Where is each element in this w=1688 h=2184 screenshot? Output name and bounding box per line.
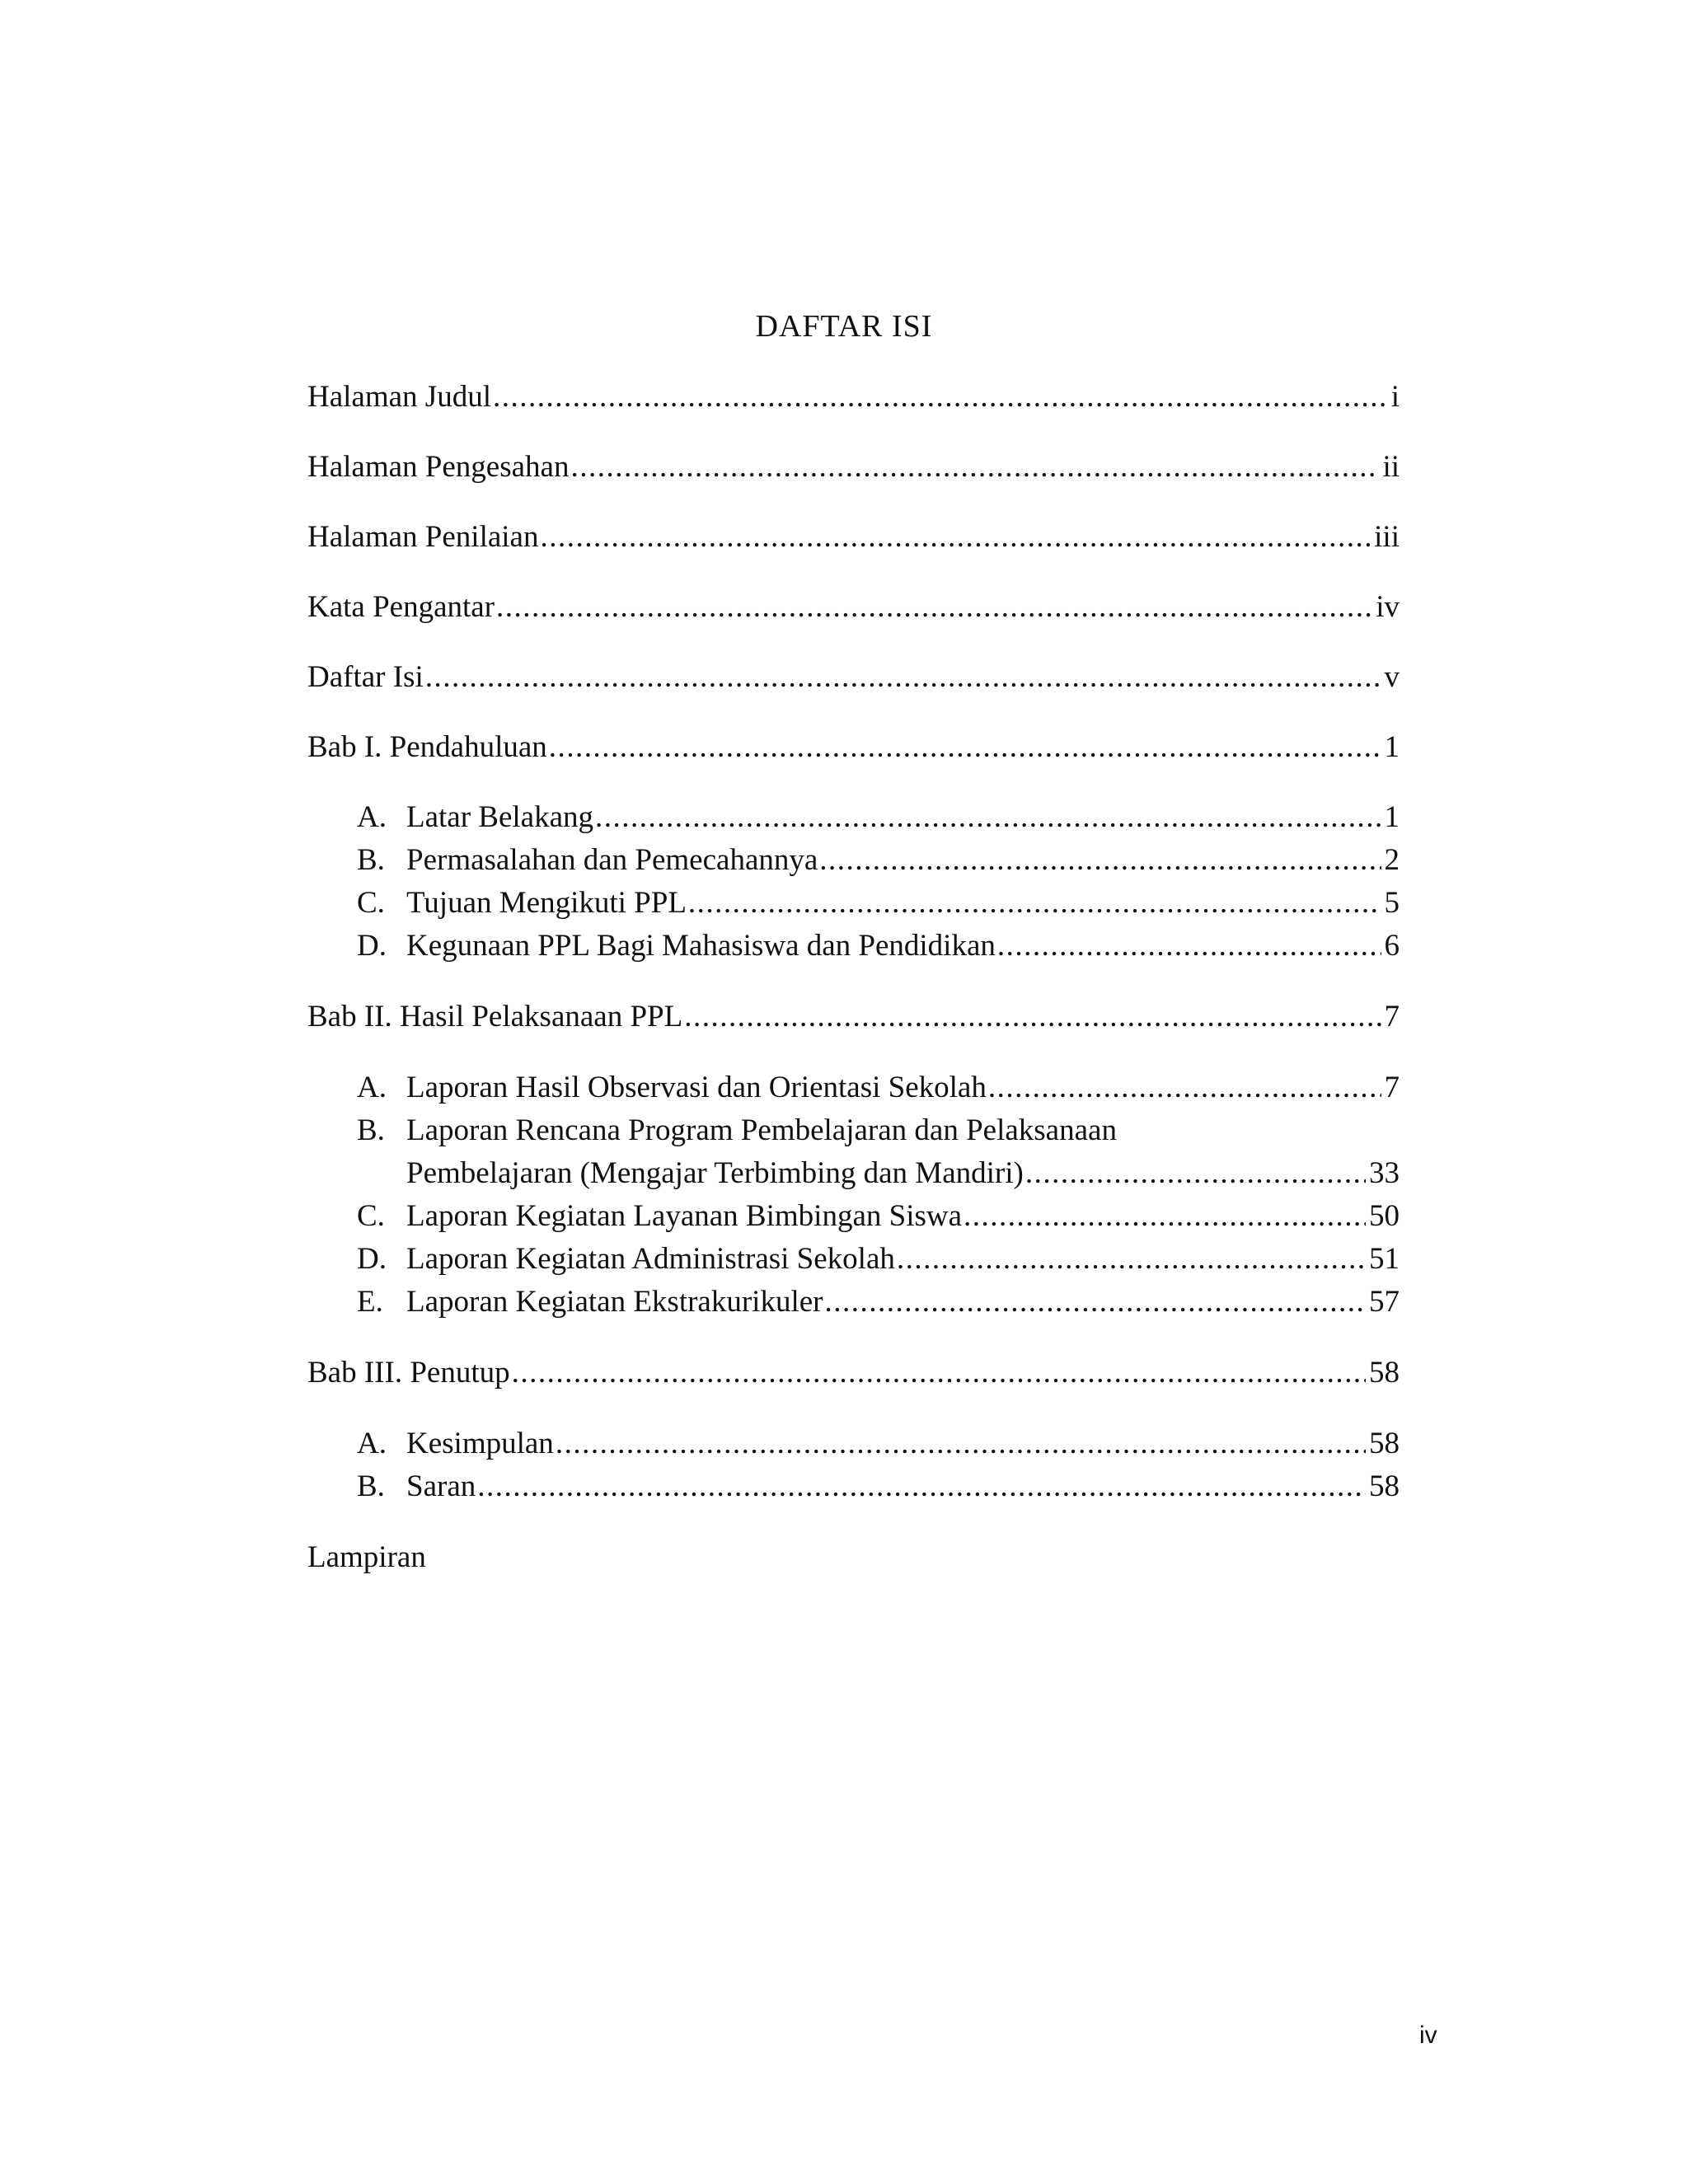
toc-subentry-bab-2-c[interactable] <box>357 1198 1400 1235</box>
toc-entry-label: Laporan Kegiatan Layanan Bimbingan Siswa <box>406 1199 963 1233</box>
toc-entry-page: iii <box>1374 520 1400 554</box>
toc-entry-letter: C. <box>357 886 385 920</box>
toc-entry-letter: A. <box>357 800 387 834</box>
toc-entry-label: Daftar Isi <box>307 660 424 694</box>
toc-entry-kata-pengantar[interactable] <box>307 589 1400 626</box>
toc-entry-letter: B. <box>357 1469 385 1503</box>
toc-subentry-bab-1-d[interactable] <box>357 928 1400 964</box>
toc-entry-label: Laporan Hasil Observasi dan Orientasi Sekolah <box>406 1071 987 1104</box>
toc-subentry-bab-1-b[interactable] <box>357 842 1400 879</box>
toc-entry-label: Kata Pengantar <box>307 590 495 624</box>
toc-entry-label: Laporan Kegiatan Ekstrakurikuler <box>406 1285 823 1319</box>
toc-entry-label: Permasalahan dan Pemecahannya <box>406 843 818 877</box>
toc-entry-page: 6 <box>1384 929 1400 963</box>
toc-entry-letter: B. <box>357 1113 385 1147</box>
toc-entry-page: 50 <box>1369 1199 1400 1233</box>
toc-entry-label: Latar Belakang <box>406 800 594 834</box>
dot-leader <box>595 799 1381 836</box>
toc-entry-halaman-pengesahan[interactable] <box>307 449 1400 485</box>
toc-subentry-bab-3-a[interactable] <box>357 1426 1400 1462</box>
toc-subentry-bab-3-b[interactable] <box>357 1469 1400 1505</box>
dot-leader <box>1025 1155 1366 1192</box>
toc-subentry-bab-2-a[interactable] <box>357 1070 1400 1106</box>
toc-entry-label: Laporan Rencana Program Pembelajaran dan Pelaksanaan <box>406 1113 1117 1147</box>
toc-entry-halaman-penilaian[interactable] <box>307 519 1400 555</box>
dot-leader <box>684 999 1381 1035</box>
toc-entry-page: iv <box>1376 590 1400 624</box>
toc-entry-page: 5 <box>1384 886 1400 920</box>
dot-leader <box>549 729 1381 766</box>
toc-entry-page: 51 <box>1369 1242 1400 1276</box>
toc-subentry-bab-2-e[interactable] <box>357 1284 1400 1320</box>
toc-entry-page: 1 <box>1384 730 1400 764</box>
toc-entry-label: Laporan Kegiatan Administrasi Sekolah <box>406 1242 895 1276</box>
toc-entry-letter: E. <box>357 1285 383 1319</box>
toc-entry-page: 58 <box>1369 1469 1400 1503</box>
toc-entry-label: Kegunaan PPL Bagi Mahasiswa dan Pendidikan <box>406 929 996 963</box>
toc-entry-page: 7 <box>1384 1071 1400 1104</box>
toc-entry-lampiran[interactable] <box>307 1540 1400 1576</box>
dot-leader <box>688 885 1381 921</box>
dot-leader <box>425 659 1381 696</box>
toc-entry-bab-1[interactable] <box>307 729 1400 766</box>
toc-subentry-bab-1-a[interactable] <box>357 799 1400 836</box>
toc-entry-label: Bab I. Pendahuluan <box>307 730 547 764</box>
toc-entry-page: ii <box>1382 450 1400 484</box>
toc-entry-letter: D. <box>357 929 387 963</box>
dot-leader <box>964 1198 1366 1235</box>
toc-subentry-bab-2-b[interactable] <box>357 1113 1400 1149</box>
toc-entry-letter: B. <box>357 843 385 877</box>
toc-entry-bab-2[interactable] <box>307 999 1400 1035</box>
dot-leader <box>988 1070 1381 1106</box>
dot-leader <box>493 379 1388 415</box>
toc-entry-page: 57 <box>1369 1285 1400 1319</box>
dot-leader <box>556 1426 1366 1462</box>
toc-entry-page: 58 <box>1369 1427 1400 1460</box>
toc-entry-daftar-isi[interactable] <box>307 659 1400 696</box>
dot-leader <box>496 589 1372 626</box>
toc-subentry-bab-1-c[interactable] <box>357 885 1400 921</box>
toc-entry-page: i <box>1390 380 1400 414</box>
toc-entry-label: Halaman Penilaian <box>307 520 539 554</box>
footer-page-number: iv <box>1419 2022 1437 2049</box>
toc-entry-letter: A. <box>357 1071 387 1104</box>
toc-entry-label: Halaman Judul <box>307 380 491 414</box>
toc-entry-page: 58 <box>1369 1356 1400 1390</box>
toc-entry-page: 33 <box>1369 1156 1400 1190</box>
toc-entry-letter: A. <box>357 1427 387 1460</box>
toc-entry-page: 7 <box>1384 1000 1400 1033</box>
toc-entry-label: Saran <box>406 1469 476 1503</box>
page-title: DAFTAR ISI <box>755 309 933 344</box>
dot-leader <box>512 1355 1366 1391</box>
toc-entry-label: Bab II. Hasil Pelaksanaan PPL <box>307 1000 683 1033</box>
dot-leader <box>824 1284 1366 1320</box>
dot-leader <box>540 519 1371 555</box>
toc-entry-halaman-judul[interactable] <box>307 379 1400 415</box>
dot-leader <box>897 1241 1366 1277</box>
toc-entry-page: v <box>1384 660 1400 694</box>
toc-entry-label: Kesimpulan <box>406 1427 554 1460</box>
toc-entry-label: Lampiran <box>307 1540 426 1574</box>
dot-leader <box>570 449 1379 485</box>
toc-entry-label: Tujuan Mengikuti PPL <box>406 886 687 920</box>
dot-leader <box>477 1469 1366 1505</box>
toc-entry-page: 1 <box>1384 800 1400 834</box>
toc-entry-bab-3[interactable] <box>307 1355 1400 1391</box>
toc-entry-page: 2 <box>1384 843 1400 877</box>
dot-leader <box>997 928 1381 964</box>
toc-entry-label: Halaman Pengesahan <box>307 450 570 484</box>
toc-entry-letter: C. <box>357 1199 385 1233</box>
dot-leader <box>819 842 1381 879</box>
toc-entry-label: Pembelajaran (Mengajar Terbimbing dan Mandiri) <box>406 1156 1024 1190</box>
toc-entry-label: Bab III. Penutup <box>307 1356 510 1390</box>
toc-subentry-bab-2-b-continued[interactable] <box>406 1155 1400 1192</box>
toc-subentry-bab-2-d[interactable] <box>357 1241 1400 1277</box>
toc-entry-letter: D. <box>357 1242 387 1276</box>
